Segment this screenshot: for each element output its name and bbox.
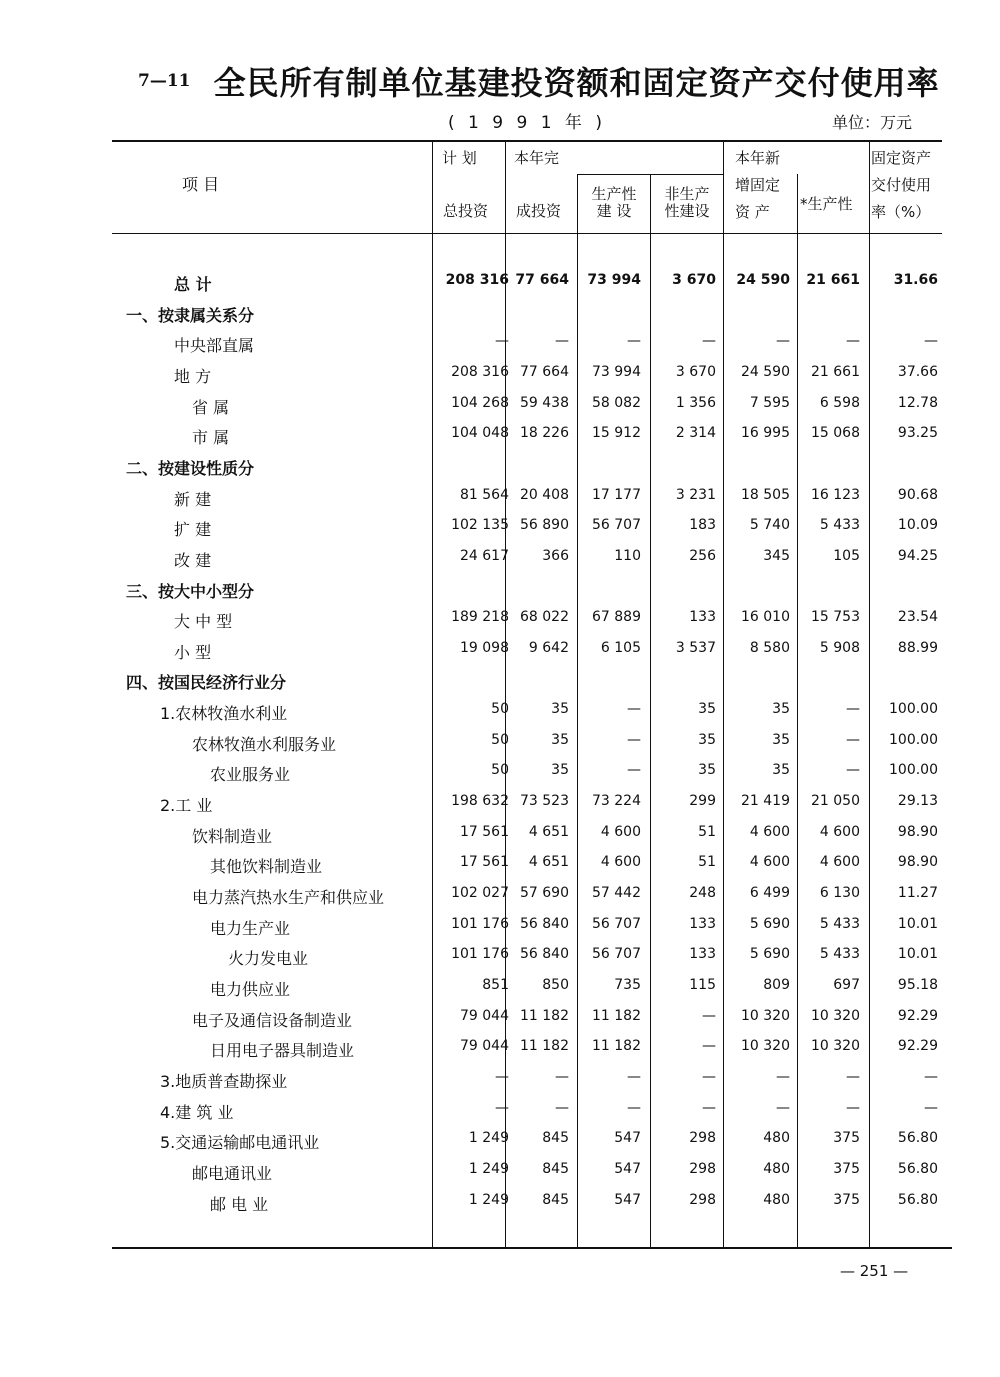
table-row — [112, 787, 942, 817]
table-title — [138, 58, 940, 104]
header-new-top: 本年新 — [735, 149, 781, 167]
bottom-rule — [112, 1247, 952, 1249]
row-value: — — [924, 1099, 938, 1116]
row-value: 35 — [698, 701, 716, 718]
row-value: 37.66 — [897, 363, 938, 380]
row-value: 5 433 — [819, 517, 860, 534]
row-value: 11 182 — [520, 1038, 569, 1055]
row-label: 电子及通信设备制造业 — [192, 1010, 353, 1030]
row-value: 35 — [772, 701, 790, 718]
row-value: 845 — [542, 1191, 569, 1208]
row-value: 547 — [614, 1160, 641, 1177]
row-value: 57 442 — [592, 885, 641, 901]
row-value: 56 707 — [592, 946, 641, 963]
table-row — [112, 1063, 942, 1093]
row-value: 59 438 — [520, 394, 569, 411]
row-value: 101 176 — [451, 946, 509, 963]
row-value: 35 — [551, 762, 569, 779]
row-value: — — [846, 762, 860, 779]
row-value: 21 050 — [811, 793, 860, 810]
row-value: — — [776, 1099, 790, 1116]
row-value: 21 419 — [741, 793, 790, 810]
row-value: — — [846, 1099, 860, 1116]
row-value: 851 — [482, 976, 509, 993]
row-label: 3.地质普查勘探业 — [160, 1071, 288, 1091]
table-row — [112, 542, 942, 572]
row-value: 1 249 — [468, 1191, 509, 1208]
row-value: 92.29 — [897, 1007, 938, 1024]
table-row — [112, 1186, 942, 1216]
table-row — [112, 756, 942, 786]
table-row — [112, 848, 942, 878]
row-value: 9 642 — [528, 639, 569, 656]
row-label: 4.建 筑 业 — [160, 1102, 234, 1122]
row-value: 102 135 — [451, 517, 509, 534]
row-value: 10 320 — [741, 1038, 790, 1055]
table-row — [112, 1032, 942, 1062]
row-label: 改 建 — [174, 550, 212, 570]
table-title-text: 全民所有制单位基建投资额和固定资产交付使用率 — [213, 64, 940, 102]
row-value: 100.00 — [889, 762, 938, 779]
row-value: — — [702, 1099, 716, 1116]
row-value: 104 268 — [451, 394, 509, 411]
row-value: 298 — [689, 1130, 716, 1147]
row-value: 15 753 — [811, 609, 860, 626]
row-value: 1 249 — [468, 1130, 509, 1147]
row-value: 81 564 — [460, 486, 509, 503]
row-value: 58 082 — [592, 394, 641, 411]
row-value: 547 — [614, 1191, 641, 1208]
row-value: 21 661 — [811, 363, 860, 380]
table-row — [112, 358, 942, 388]
row-label: 饮料制造业 — [192, 826, 273, 846]
row-value: 3 537 — [675, 639, 716, 656]
row-value: — — [846, 1068, 860, 1085]
row-value: — — [924, 1068, 938, 1085]
row-value: 7 595 — [749, 394, 790, 411]
row-value: 4 600 — [749, 854, 790, 871]
row-value: 50 — [491, 701, 509, 718]
row-value: 17 561 — [460, 823, 509, 840]
row-value: 23.54 — [897, 609, 938, 626]
top-rule — [112, 140, 942, 142]
row-label: 农业服务业 — [210, 765, 291, 785]
row-value: 1 249 — [468, 1160, 509, 1177]
row-value: — — [924, 333, 938, 350]
table-row — [112, 450, 942, 480]
row-value: 98.90 — [897, 823, 938, 840]
row-value: 133 — [689, 915, 716, 932]
row-value: 73 994 — [587, 272, 641, 288]
row-value: 18 226 — [520, 425, 569, 442]
row-value: 10.01 — [897, 915, 938, 932]
row-value: 98.90 — [897, 854, 938, 871]
row-value: 50 — [491, 762, 509, 779]
row-label: 大 中 型 — [174, 612, 233, 632]
row-value: 198 632 — [451, 793, 509, 810]
row-value: 3 670 — [675, 363, 716, 380]
row-value: 6 105 — [600, 639, 641, 656]
row-value: 15 068 — [811, 425, 860, 442]
table-row — [112, 481, 942, 511]
row-value: 208 316 — [451, 363, 509, 380]
row-value: 56.80 — [897, 1160, 938, 1177]
row-label: 地 方 — [174, 366, 212, 386]
table-row — [112, 327, 942, 357]
row-value: 73 224 — [592, 793, 641, 810]
header-rate-mid: 交付使用 — [871, 177, 932, 194]
header-nonprod-bottom: 性建设 — [664, 202, 710, 220]
header-new-bottom: 资 产 — [735, 203, 770, 221]
row-value: — — [627, 762, 641, 779]
table-row — [112, 389, 942, 419]
row-value: 10.09 — [897, 517, 938, 534]
row-value: — — [846, 333, 860, 350]
row-label: 1.农林牧渔水利业 — [160, 704, 288, 724]
header-item: 项 目 — [182, 175, 220, 194]
header-done-top: 本年完 — [514, 149, 560, 167]
row-value: 21 661 — [806, 272, 860, 288]
header-rate-top: 固定资产 — [871, 150, 932, 167]
row-label: 新 建 — [174, 489, 212, 509]
row-value: 11 182 — [592, 1038, 641, 1055]
row-value: 809 — [763, 976, 790, 993]
row-value: 133 — [689, 946, 716, 963]
row-label: 电力生产业 — [210, 918, 291, 938]
row-value: 10 320 — [741, 1007, 790, 1024]
row-value: 735 — [614, 976, 641, 993]
row-value: 298 — [689, 1160, 716, 1177]
row-value: 29.13 — [897, 793, 938, 810]
header-plan-top: 计 划 — [442, 149, 477, 167]
row-value: 2 314 — [675, 425, 716, 442]
row-value: 375 — [833, 1160, 860, 1177]
row-value: 480 — [763, 1160, 790, 1177]
row-value: 35 — [698, 731, 716, 748]
row-value: 1 356 — [675, 394, 716, 411]
page-number: — 251 — — [840, 1262, 909, 1280]
row-label: 中央部直属 — [174, 336, 255, 356]
table-row — [112, 818, 942, 848]
row-value: 110 — [614, 547, 641, 564]
row-label: 邮 电 业 — [210, 1194, 269, 1214]
row-label: 邮电通讯业 — [192, 1163, 273, 1183]
row-value: 67 889 — [592, 609, 641, 626]
row-value: 100.00 — [889, 701, 938, 718]
row-label: 小 型 — [174, 642, 212, 662]
row-value: 79 044 — [460, 1007, 509, 1024]
table-row — [112, 573, 942, 603]
header-rate-bottom: 率（%） — [871, 204, 931, 221]
table-row — [112, 1094, 942, 1124]
row-value: 208 316 — [445, 272, 509, 288]
row-label: 电力供应业 — [210, 979, 291, 999]
row-value: 115 — [689, 976, 716, 993]
row-value: 20 408 — [520, 486, 569, 503]
row-value: — — [702, 333, 716, 350]
row-value: 17 561 — [460, 854, 509, 871]
row-value: — — [776, 333, 790, 350]
row-value: 77 664 — [515, 272, 569, 288]
row-value: — — [495, 333, 509, 350]
row-value: — — [846, 701, 860, 718]
table-row — [112, 695, 942, 725]
row-value: 12.78 — [897, 394, 938, 411]
row-value: 24 590 — [741, 363, 790, 380]
row-value: 256 — [689, 547, 716, 564]
row-value: 35 — [698, 762, 716, 779]
row-value: 56 707 — [592, 517, 641, 534]
row-label: 三、按大中小型分 — [126, 581, 255, 601]
row-label: 农林牧渔水利服务业 — [192, 734, 337, 754]
row-value: 79 044 — [460, 1038, 509, 1055]
row-label: 二、按建设性质分 — [126, 458, 255, 478]
row-value: 10 320 — [811, 1038, 860, 1055]
row-value: 51 — [698, 854, 716, 871]
row-value: 35 — [772, 731, 790, 748]
row-value: 56 707 — [592, 915, 641, 932]
table-year: ( 1 9 9 1 年 ) — [448, 113, 606, 133]
row-value: 104 048 — [451, 425, 509, 442]
table-row — [112, 879, 942, 909]
row-value: 73 994 — [592, 363, 641, 380]
row-value: 4 600 — [819, 823, 860, 840]
row-value: 4 600 — [600, 854, 641, 871]
row-value: 248 — [689, 885, 716, 901]
row-value: — — [555, 1068, 569, 1085]
table-row — [112, 419, 942, 449]
row-value: 11 182 — [520, 1007, 569, 1024]
table-unit: 单位：万元 — [832, 113, 913, 132]
row-value: 5 433 — [819, 946, 860, 963]
row-label: 省 属 — [192, 397, 230, 417]
row-value: 10 320 — [811, 1007, 860, 1024]
row-value: 56.80 — [897, 1130, 938, 1147]
row-value: 845 — [542, 1130, 569, 1147]
row-value: 73 523 — [520, 793, 569, 810]
row-value: 4 651 — [528, 854, 569, 871]
row-label: 2.工 业 — [160, 796, 213, 816]
row-value: 77 664 — [520, 363, 569, 380]
row-value: 480 — [763, 1191, 790, 1208]
table-row — [112, 1124, 942, 1154]
row-value: 90.68 — [897, 486, 938, 503]
row-value: 697 — [833, 976, 860, 993]
row-value: — — [627, 1099, 641, 1116]
row-value: 101 176 — [451, 915, 509, 932]
row-value: 5 433 — [819, 915, 860, 932]
row-value: 6 130 — [819, 885, 860, 901]
row-value: 57 690 — [520, 885, 569, 901]
row-value: 56 840 — [520, 915, 569, 932]
table-row — [112, 511, 942, 541]
header-nonprod-top: 非生产 — [664, 185, 710, 203]
row-value: 298 — [689, 1191, 716, 1208]
row-value: 4 651 — [528, 823, 569, 840]
row-label: 总 计 — [174, 275, 212, 294]
row-value: 31.66 — [893, 272, 938, 288]
table-row — [112, 297, 942, 327]
row-value: 4 600 — [749, 823, 790, 840]
header-done-bottom: 成投资 — [516, 202, 562, 220]
row-value: 92.29 — [897, 1038, 938, 1055]
row-value: — — [495, 1099, 509, 1116]
row-value: 189 218 — [451, 609, 509, 626]
row-value: 94.25 — [897, 547, 938, 564]
row-label: 四、按国民经济行业分 — [126, 673, 287, 693]
row-value: 56 840 — [520, 946, 569, 963]
row-value: 845 — [542, 1160, 569, 1177]
row-value: 50 — [491, 731, 509, 748]
row-value: 8 580 — [749, 639, 790, 656]
row-label: 一、按隶属关系分 — [126, 305, 255, 325]
row-value: 95.18 — [897, 976, 938, 993]
row-value: 35 — [551, 731, 569, 748]
row-label: 市 属 — [192, 428, 230, 448]
row-value: 16 010 — [741, 609, 790, 626]
row-value: 366 — [542, 547, 569, 564]
header-prod-top: 生产性 — [591, 185, 637, 203]
row-value: 4 600 — [600, 823, 641, 840]
row-value: 4 600 — [819, 854, 860, 871]
row-value: 56 890 — [520, 517, 569, 534]
row-value: — — [627, 731, 641, 748]
table-row — [112, 726, 942, 756]
row-label: 扩 建 — [174, 520, 212, 540]
row-value: 3 231 — [675, 486, 716, 503]
row-value: 6 598 — [819, 394, 860, 411]
row-value: 35 — [772, 762, 790, 779]
row-value: 18 505 — [741, 486, 790, 503]
header-bottom-rule — [112, 233, 942, 234]
row-value: 5 690 — [749, 915, 790, 932]
row-value: 68 022 — [520, 609, 569, 626]
table-row — [112, 971, 942, 1001]
row-value: — — [702, 1038, 716, 1055]
row-value: — — [776, 1068, 790, 1085]
row-value: 24 590 — [736, 272, 790, 288]
row-value: 16 995 — [741, 425, 790, 442]
row-value: — — [846, 731, 860, 748]
row-value: 51 — [698, 823, 716, 840]
row-value: — — [555, 333, 569, 350]
header-prod-bottom: 建 设 — [596, 202, 632, 220]
row-value: 56.80 — [897, 1191, 938, 1208]
row-value: 375 — [833, 1130, 860, 1147]
row-value: — — [702, 1068, 716, 1085]
row-value: — — [627, 1068, 641, 1085]
row-value: 93.25 — [897, 425, 938, 442]
row-label: 5.交通运输邮电通讯业 — [160, 1133, 320, 1153]
table-row — [112, 664, 942, 694]
row-value: 5 690 — [749, 946, 790, 963]
row-label: 电力蒸汽热水生产和供应业 — [192, 888, 385, 907]
table-row — [112, 940, 942, 970]
row-value: 88.99 — [897, 639, 938, 656]
table-row — [112, 266, 942, 296]
table-row — [112, 634, 942, 664]
row-value: 35 — [551, 701, 569, 718]
row-value: — — [495, 1068, 509, 1085]
row-value: 100.00 — [889, 731, 938, 748]
row-value: 375 — [833, 1191, 860, 1208]
header-new-mid: 增固定 — [735, 176, 781, 194]
row-value: 345 — [763, 547, 790, 564]
row-value: 16 123 — [811, 486, 860, 503]
row-value: — — [555, 1099, 569, 1116]
table-number: 7—11 — [138, 71, 191, 91]
row-value: 5 740 — [749, 517, 790, 534]
header-plan-bottom: 总投资 — [443, 202, 489, 220]
table-row — [112, 603, 942, 633]
row-value: 850 — [542, 976, 569, 993]
row-label: 火力发电业 — [228, 949, 309, 969]
row-value: 15 912 — [592, 425, 641, 442]
row-value: 19 098 — [460, 639, 509, 656]
row-value: 5 908 — [819, 639, 860, 656]
row-label: 其他饮料制造业 — [210, 857, 323, 877]
row-value: 24 617 — [460, 547, 509, 564]
row-value: — — [627, 333, 641, 350]
table-row — [112, 1155, 942, 1185]
row-value: — — [702, 1007, 716, 1024]
row-value: 299 — [689, 793, 716, 810]
header-newprod: *生产性 — [800, 195, 853, 213]
table-row — [112, 1002, 942, 1032]
row-value: 17 177 — [592, 486, 641, 503]
row-value: — — [627, 701, 641, 718]
row-value: 547 — [614, 1130, 641, 1147]
row-value: 11.27 — [897, 885, 938, 901]
row-value: 480 — [763, 1130, 790, 1147]
row-value: 102 027 — [451, 885, 509, 901]
row-value: 133 — [689, 609, 716, 626]
row-value: 3 670 — [672, 272, 716, 288]
row-value: 105 — [833, 547, 860, 564]
row-value: 11 182 — [592, 1007, 641, 1024]
row-value: 183 — [689, 517, 716, 534]
row-value: 6 499 — [749, 885, 790, 901]
row-value: 10.01 — [897, 946, 938, 963]
row-label: 日用电子器具制造业 — [210, 1041, 355, 1061]
table-row — [112, 910, 942, 940]
